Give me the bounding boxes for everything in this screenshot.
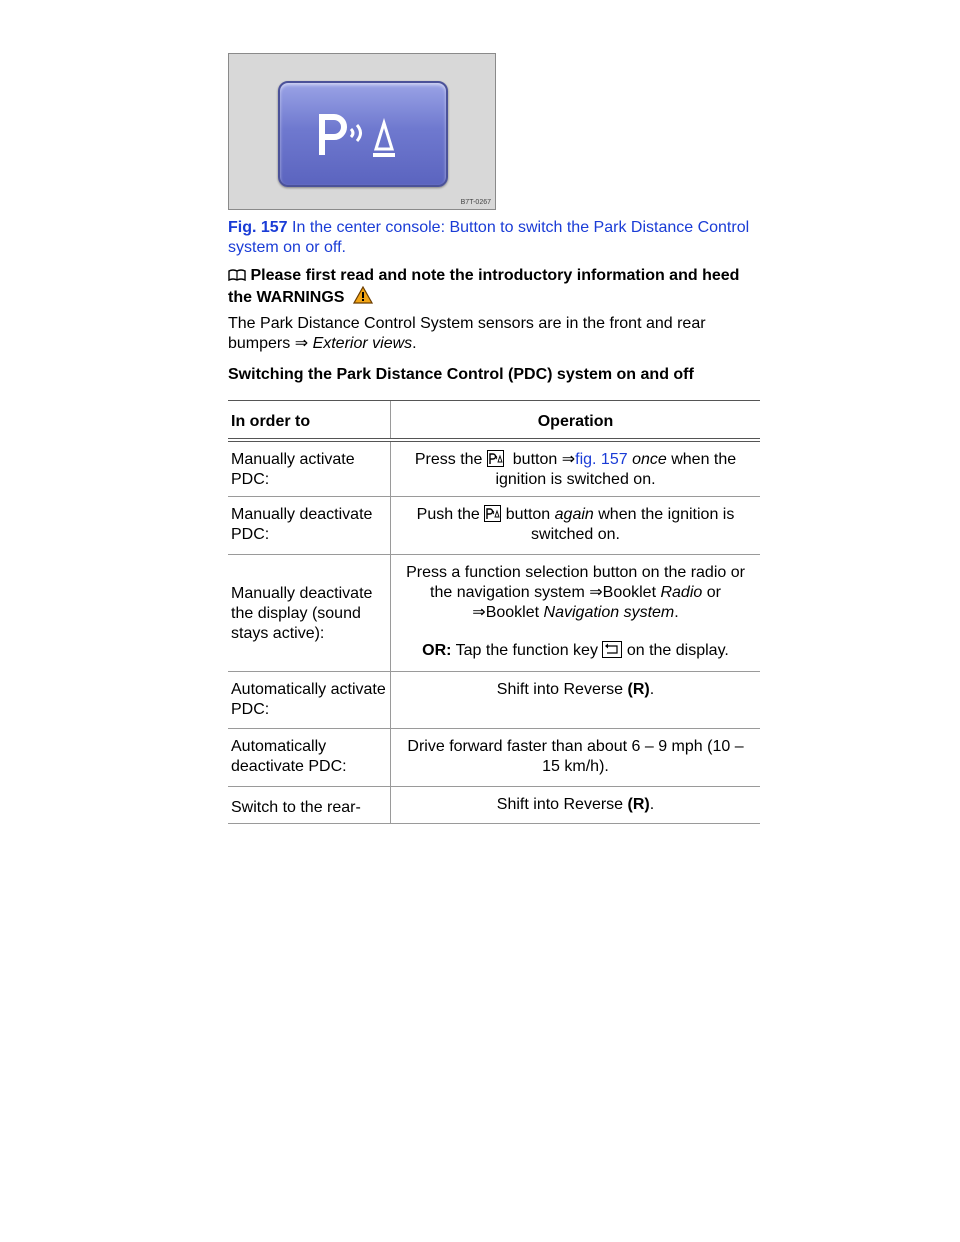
row-action: Manually deactivate the display (sound stays active): (228, 555, 391, 671)
table-row (228, 442, 760, 497)
row-operation (391, 497, 760, 554)
figure-caption (228, 218, 758, 258)
table-row (228, 729, 760, 787)
op-text: on the display. (626, 642, 729, 659)
op-text: button (505, 506, 551, 523)
row-action: Automatically deactivate PDC: (228, 729, 391, 786)
row-operation (391, 787, 760, 823)
header-operation: Operation (537, 413, 614, 430)
op-text: or (706, 584, 721, 601)
op-text: Push the (416, 506, 480, 523)
op-paragraph-1 (397, 563, 754, 623)
radio-booklet-link[interactable]: Radio (660, 584, 703, 601)
table-row (228, 787, 760, 824)
intro-note (228, 266, 758, 308)
body-end: . (412, 335, 417, 352)
pdc-button-icon (487, 450, 504, 467)
figure-label: Fig. 157 (228, 219, 288, 236)
row-operation (391, 672, 760, 728)
table-row (228, 555, 760, 672)
exterior-views-link[interactable]: Exterior views (312, 335, 413, 352)
figure-caption-text: In the center console: Button to switch the Park Distance Control system on or off. (228, 219, 750, 256)
table-row (228, 672, 760, 729)
op-paragraph-2 (397, 641, 754, 661)
fig-157-link[interactable]: fig. 157 (575, 451, 628, 468)
reverse-gear-label: (R) (627, 681, 650, 698)
op-text: when the ignition is switched on. (531, 506, 735, 543)
op-emphasis: once (632, 451, 667, 468)
op-text: . (649, 796, 655, 813)
op-text: Tap the function key (455, 642, 598, 659)
op-text: Shift into Reverse (496, 681, 624, 698)
operation-table (228, 400, 760, 824)
op-text: Booklet (602, 584, 657, 601)
op-text: Booklet (485, 604, 540, 621)
reverse-gear-label: (R) (627, 796, 650, 813)
op-text: Shift into Reverse (496, 796, 624, 813)
body-sentence: The Park Distance Control System sensors are in the front and rear bumpers (228, 315, 706, 352)
back-arrow-icon (602, 641, 622, 658)
row-action: Manually activate PDC: (228, 442, 391, 496)
body-paragraph (228, 314, 758, 354)
figure-code: B7T-0267 (460, 199, 491, 206)
op-text: when the ignition is switched on. (495, 451, 737, 488)
arrow-glyph: ⇒ (294, 335, 309, 352)
or-label: OR: (422, 642, 452, 659)
row-operation (391, 442, 760, 496)
op-text: . (649, 681, 655, 698)
row-action: Manually deactivate PDC: (228, 497, 391, 554)
arrow-glyph: ⇒ (472, 604, 486, 621)
row-operation (391, 555, 760, 671)
pdc-button-icon (484, 505, 501, 522)
book-icon (228, 269, 246, 281)
intro-text: Please first read and note the introductory information and heed the WARNINGS (228, 267, 740, 306)
arrow-glyph: ⇒ (589, 584, 603, 601)
op-text: . (674, 604, 679, 621)
figure-157 (228, 53, 496, 210)
op-text: Press the (414, 451, 483, 468)
park-distance-control-button (278, 81, 448, 187)
table-row (228, 497, 760, 555)
warning-icon (353, 286, 373, 304)
header-in-order-to: In order to (228, 401, 391, 438)
arrow-glyph: ⇒ (561, 451, 576, 468)
op-text: Press a function selection button on the radio or the navigation system (406, 564, 745, 601)
pdc-symbol-icon (318, 111, 410, 163)
row-action: Automatically activate PDC: (228, 672, 391, 728)
navigation-booklet-link[interactable]: Navigation system (543, 604, 675, 621)
op-text: button (512, 451, 558, 468)
row-action: Switch to the rear- (228, 787, 391, 823)
table-header-row (228, 400, 760, 442)
row-operation: Drive forward faster than about 6 – 9 mph (10 – 15 km/h). (407, 738, 744, 775)
section-heading: Switching the Park Distance Control (PDC) system on and off (228, 366, 694, 383)
op-emphasis: again (554, 506, 594, 523)
